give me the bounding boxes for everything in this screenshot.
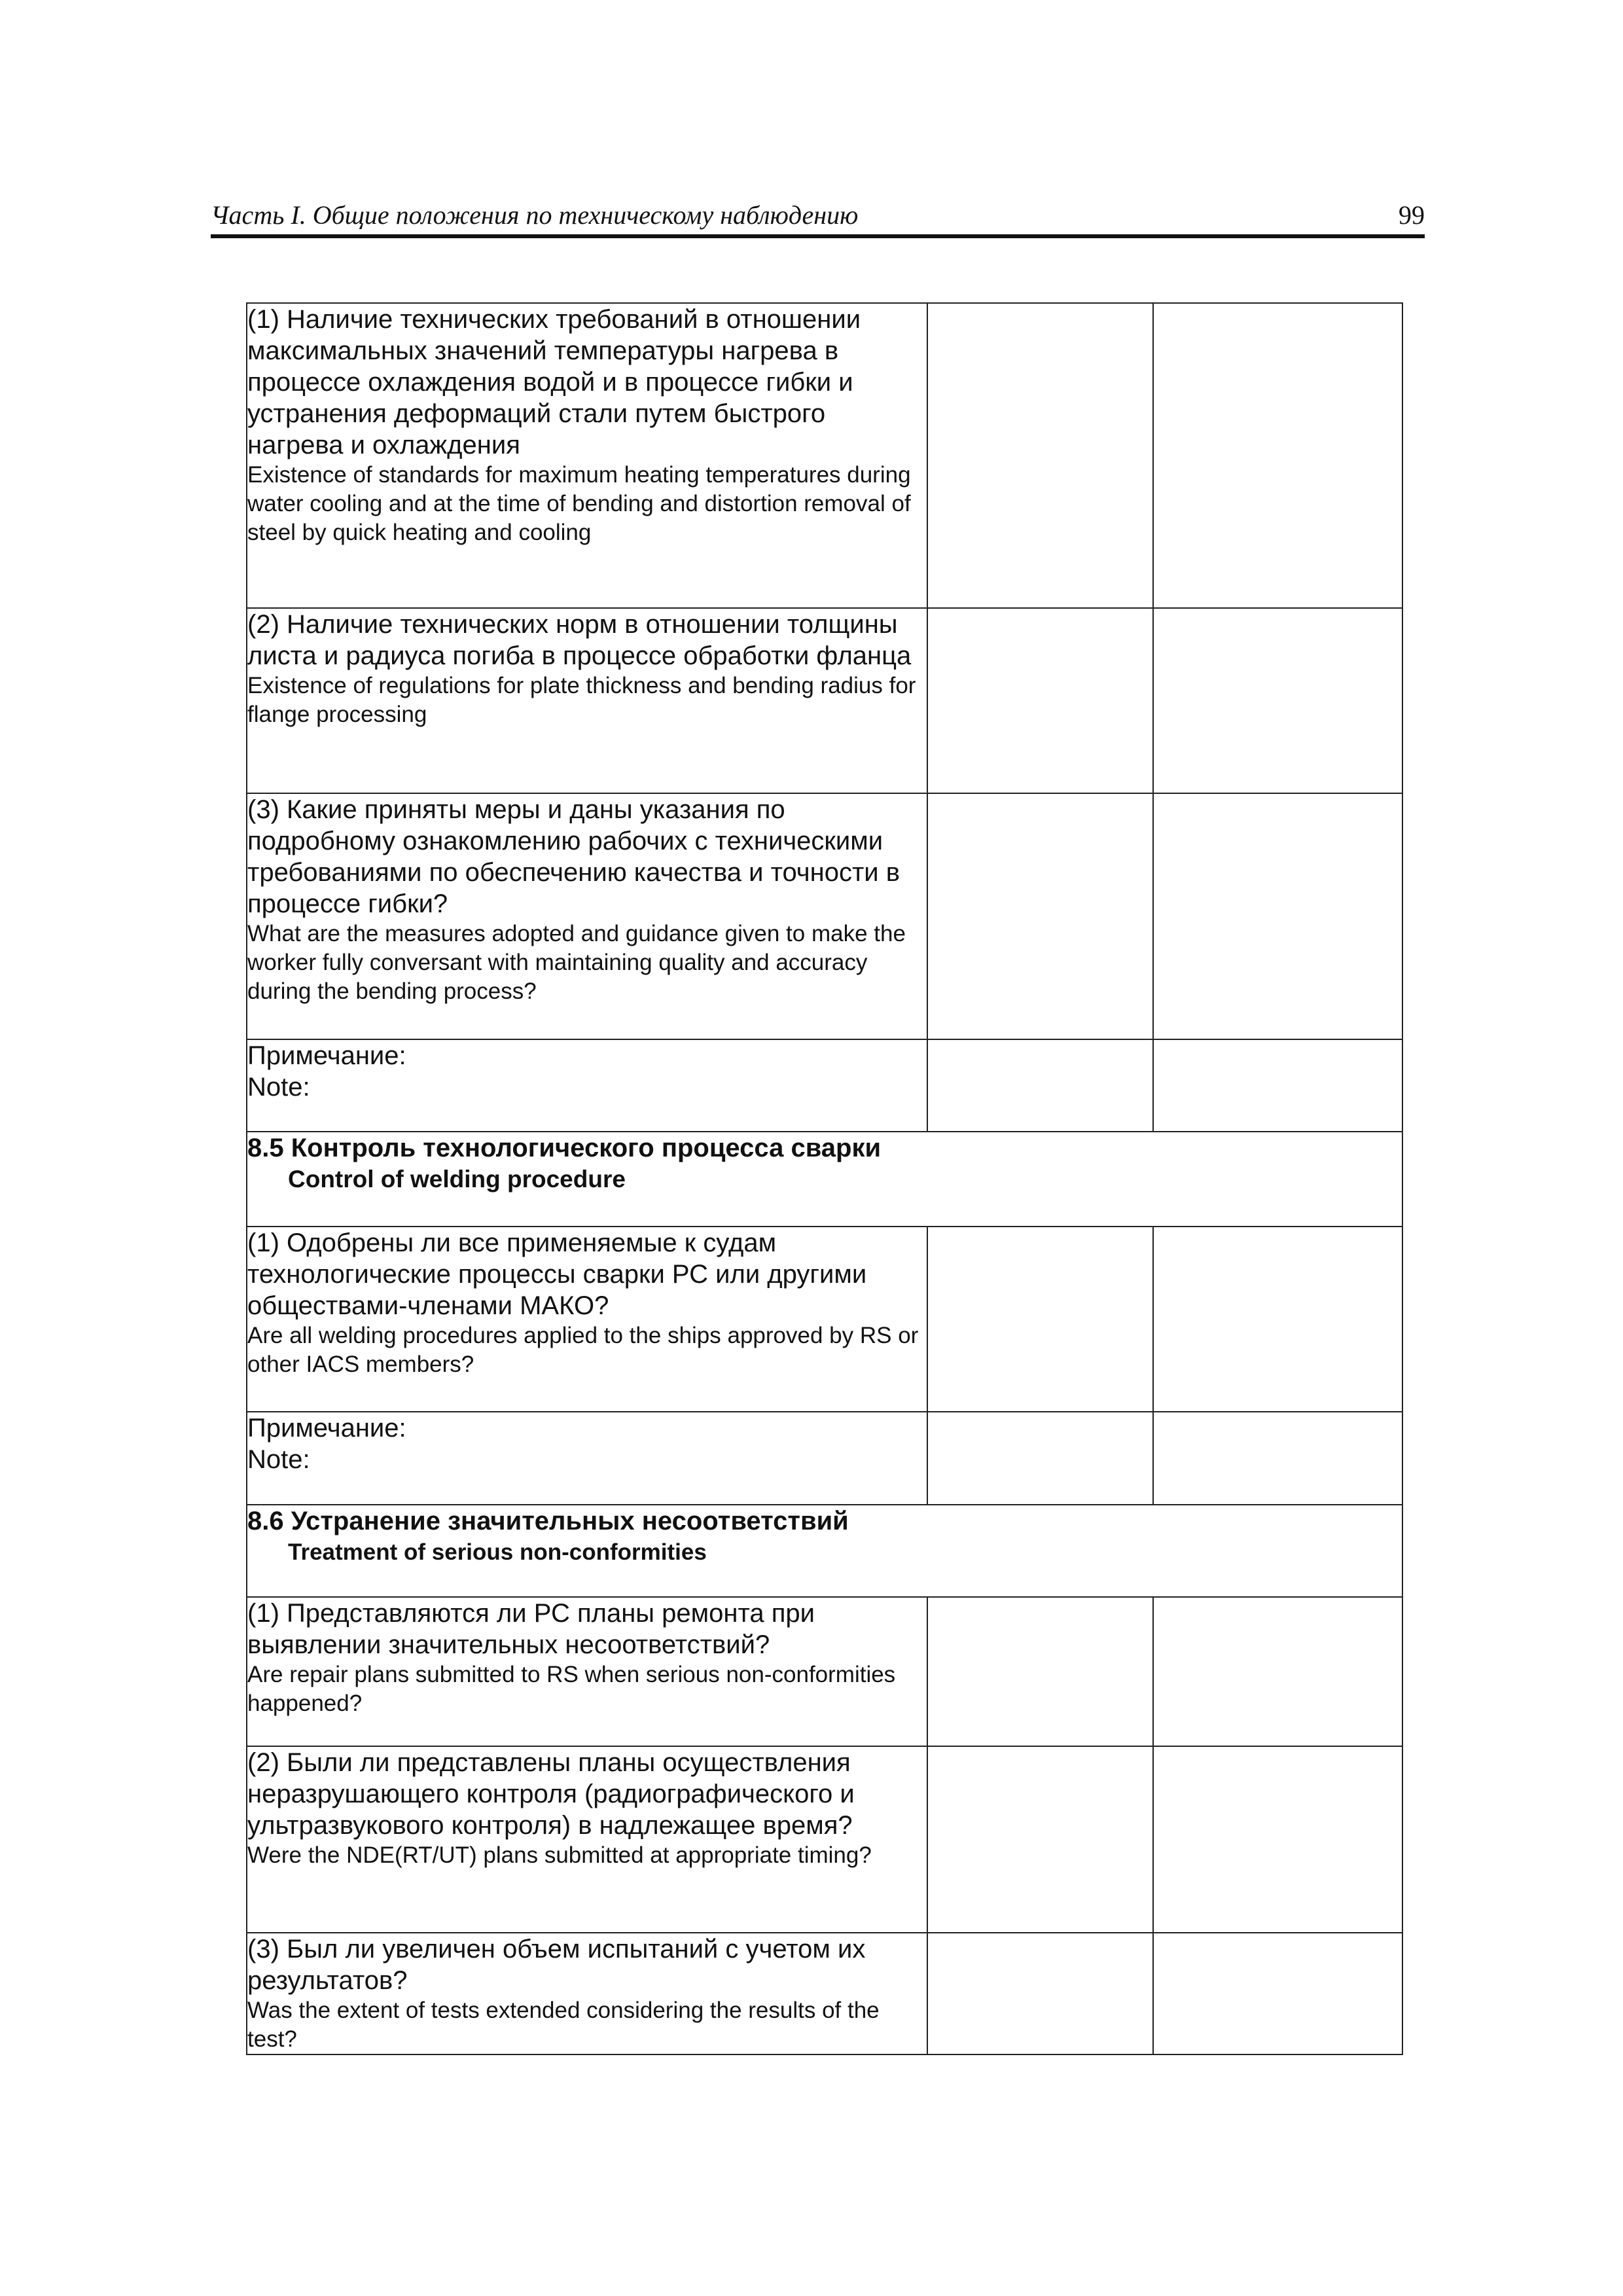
answer-cell[interactable] (927, 1597, 1153, 1746)
question-cell (247, 1227, 927, 1412)
question-ru: (2) Наличие технических норм в отношении толщины листа и радиуса погиба в процессе обработки фланца (247, 610, 912, 670)
section-title-ru: 8.6 Устранение значительных несоответствий (247, 1507, 849, 1535)
question-ru: (3) Какие приняты меры и даны указания по подробному ознакомлению рабочих с техническими требованиями по обеспечению качества и точности в процессе гибки? (247, 795, 901, 918)
table-row (247, 1933, 1402, 2054)
table-row (247, 1132, 1402, 1227)
note-cell (247, 1412, 927, 1505)
note-label-ru: Примечание: (247, 1414, 406, 1443)
question-cell (247, 1597, 927, 1746)
section-title-en: Control of welding procedure (288, 1166, 626, 1193)
question-en-text: Existence of regulations for plate thickness and bending radius for flange processing (247, 673, 916, 727)
answer-cell[interactable] (927, 1933, 1153, 2054)
answer-cell[interactable] (927, 1227, 1153, 1412)
remarks-cell[interactable] (1153, 1227, 1402, 1412)
table-row (247, 1597, 1402, 1746)
question-cell (247, 608, 927, 793)
question-en (247, 1321, 927, 1379)
section-heading (247, 1132, 1402, 1227)
table-row (247, 1505, 1402, 1597)
table-row (247, 1039, 1402, 1132)
note-label-en: Note: (247, 1445, 310, 1474)
remarks-cell[interactable] (1153, 1933, 1402, 2054)
question-ru: (1) Одобрены ли все применяемые к судам технологические процессы сварки РС или другими обществами-членами МАКО? (247, 1229, 867, 1320)
question-en-text: Was the extent of tests extended considering the results of the test? (247, 1998, 880, 2052)
remarks-cell[interactable] (1153, 1412, 1402, 1505)
question-cell (247, 1933, 927, 2054)
question-cell (247, 303, 927, 608)
question-en-text: Are all welding procedures applied to the ships approved by RS or other IACS members? (247, 1323, 919, 1377)
section-title-ru: 8.5 Контроль технологического процесса сварки (247, 1134, 882, 1162)
table-row (247, 1227, 1402, 1412)
question-en (247, 461, 927, 547)
table-row (247, 793, 1402, 1039)
question-en (247, 672, 927, 729)
table-row (247, 1746, 1402, 1933)
running-title: Часть I. Общие положения по техническому наблюдению (211, 200, 859, 230)
note-label-ru: Примечание: (247, 1041, 406, 1070)
answer-cell[interactable] (927, 793, 1153, 1039)
question-ru: (3) Был ли увеличен объем испытаний с учетом их результатов? (247, 1935, 866, 1995)
answer-cell[interactable] (927, 1412, 1153, 1505)
remarks-cell[interactable] (1153, 303, 1402, 608)
question-en-text: Were the NDE(RT/UT) plans submitted at appropriate timing? (247, 1842, 872, 1868)
table-row (247, 608, 1402, 793)
question-ru: (2) Были ли представлены планы осуществления неразрушающего контроля (радиографического и ультразвукового контроля) в надлежащее время? (247, 1748, 855, 1840)
checklist-table (246, 302, 1403, 2055)
section-heading (247, 1505, 1402, 1597)
question-cell (247, 1746, 927, 1933)
page-number: 99 (1399, 200, 1425, 230)
page-header (211, 196, 1425, 238)
answer-cell[interactable] (927, 1746, 1153, 1933)
remarks-cell[interactable] (1153, 608, 1402, 793)
question-ru: (1) Представляются ли РС планы ремонта при выявлении значительных несоответствий? (247, 1599, 815, 1659)
note-cell (247, 1039, 927, 1132)
note-label-en: Note: (247, 1073, 310, 1102)
remarks-cell[interactable] (1153, 793, 1402, 1039)
question-en (247, 1841, 927, 1870)
remarks-cell[interactable] (1153, 1039, 1402, 1132)
answer-cell[interactable] (927, 608, 1153, 793)
section-title-en: Treatment of serious non-conformities (288, 1539, 707, 1565)
table-row (247, 303, 1402, 608)
question-en-text: What are the measures adopted and guidance given to make the worker fully conversant with maintaining quality and accuracy during the bending process? (247, 921, 906, 1004)
question-en (247, 1660, 927, 1718)
question-en-text: Are repair plans submitted to RS when serious non-conformities happened? (247, 1662, 896, 1716)
question-cell (247, 793, 927, 1039)
remarks-cell[interactable] (1153, 1597, 1402, 1746)
table-row (247, 1412, 1402, 1505)
question-en (247, 920, 927, 1006)
remarks-cell[interactable] (1153, 1746, 1402, 1933)
answer-cell[interactable] (927, 303, 1153, 608)
answer-cell[interactable] (927, 1039, 1153, 1132)
question-en-text: Existence of standards for maximum heating temperatures during water cooling and at the time of bending and distortion removal of steel by quick heating and cooling (247, 462, 911, 545)
question-ru: (1) Наличие технических требований в отношении максимальных значений температуры нагрева в процессе охлаждения водой и в процессе гибки и устранения деформаций стали путем быстрого нагрева и охлаждения (247, 305, 861, 459)
question-en (247, 1996, 927, 2054)
